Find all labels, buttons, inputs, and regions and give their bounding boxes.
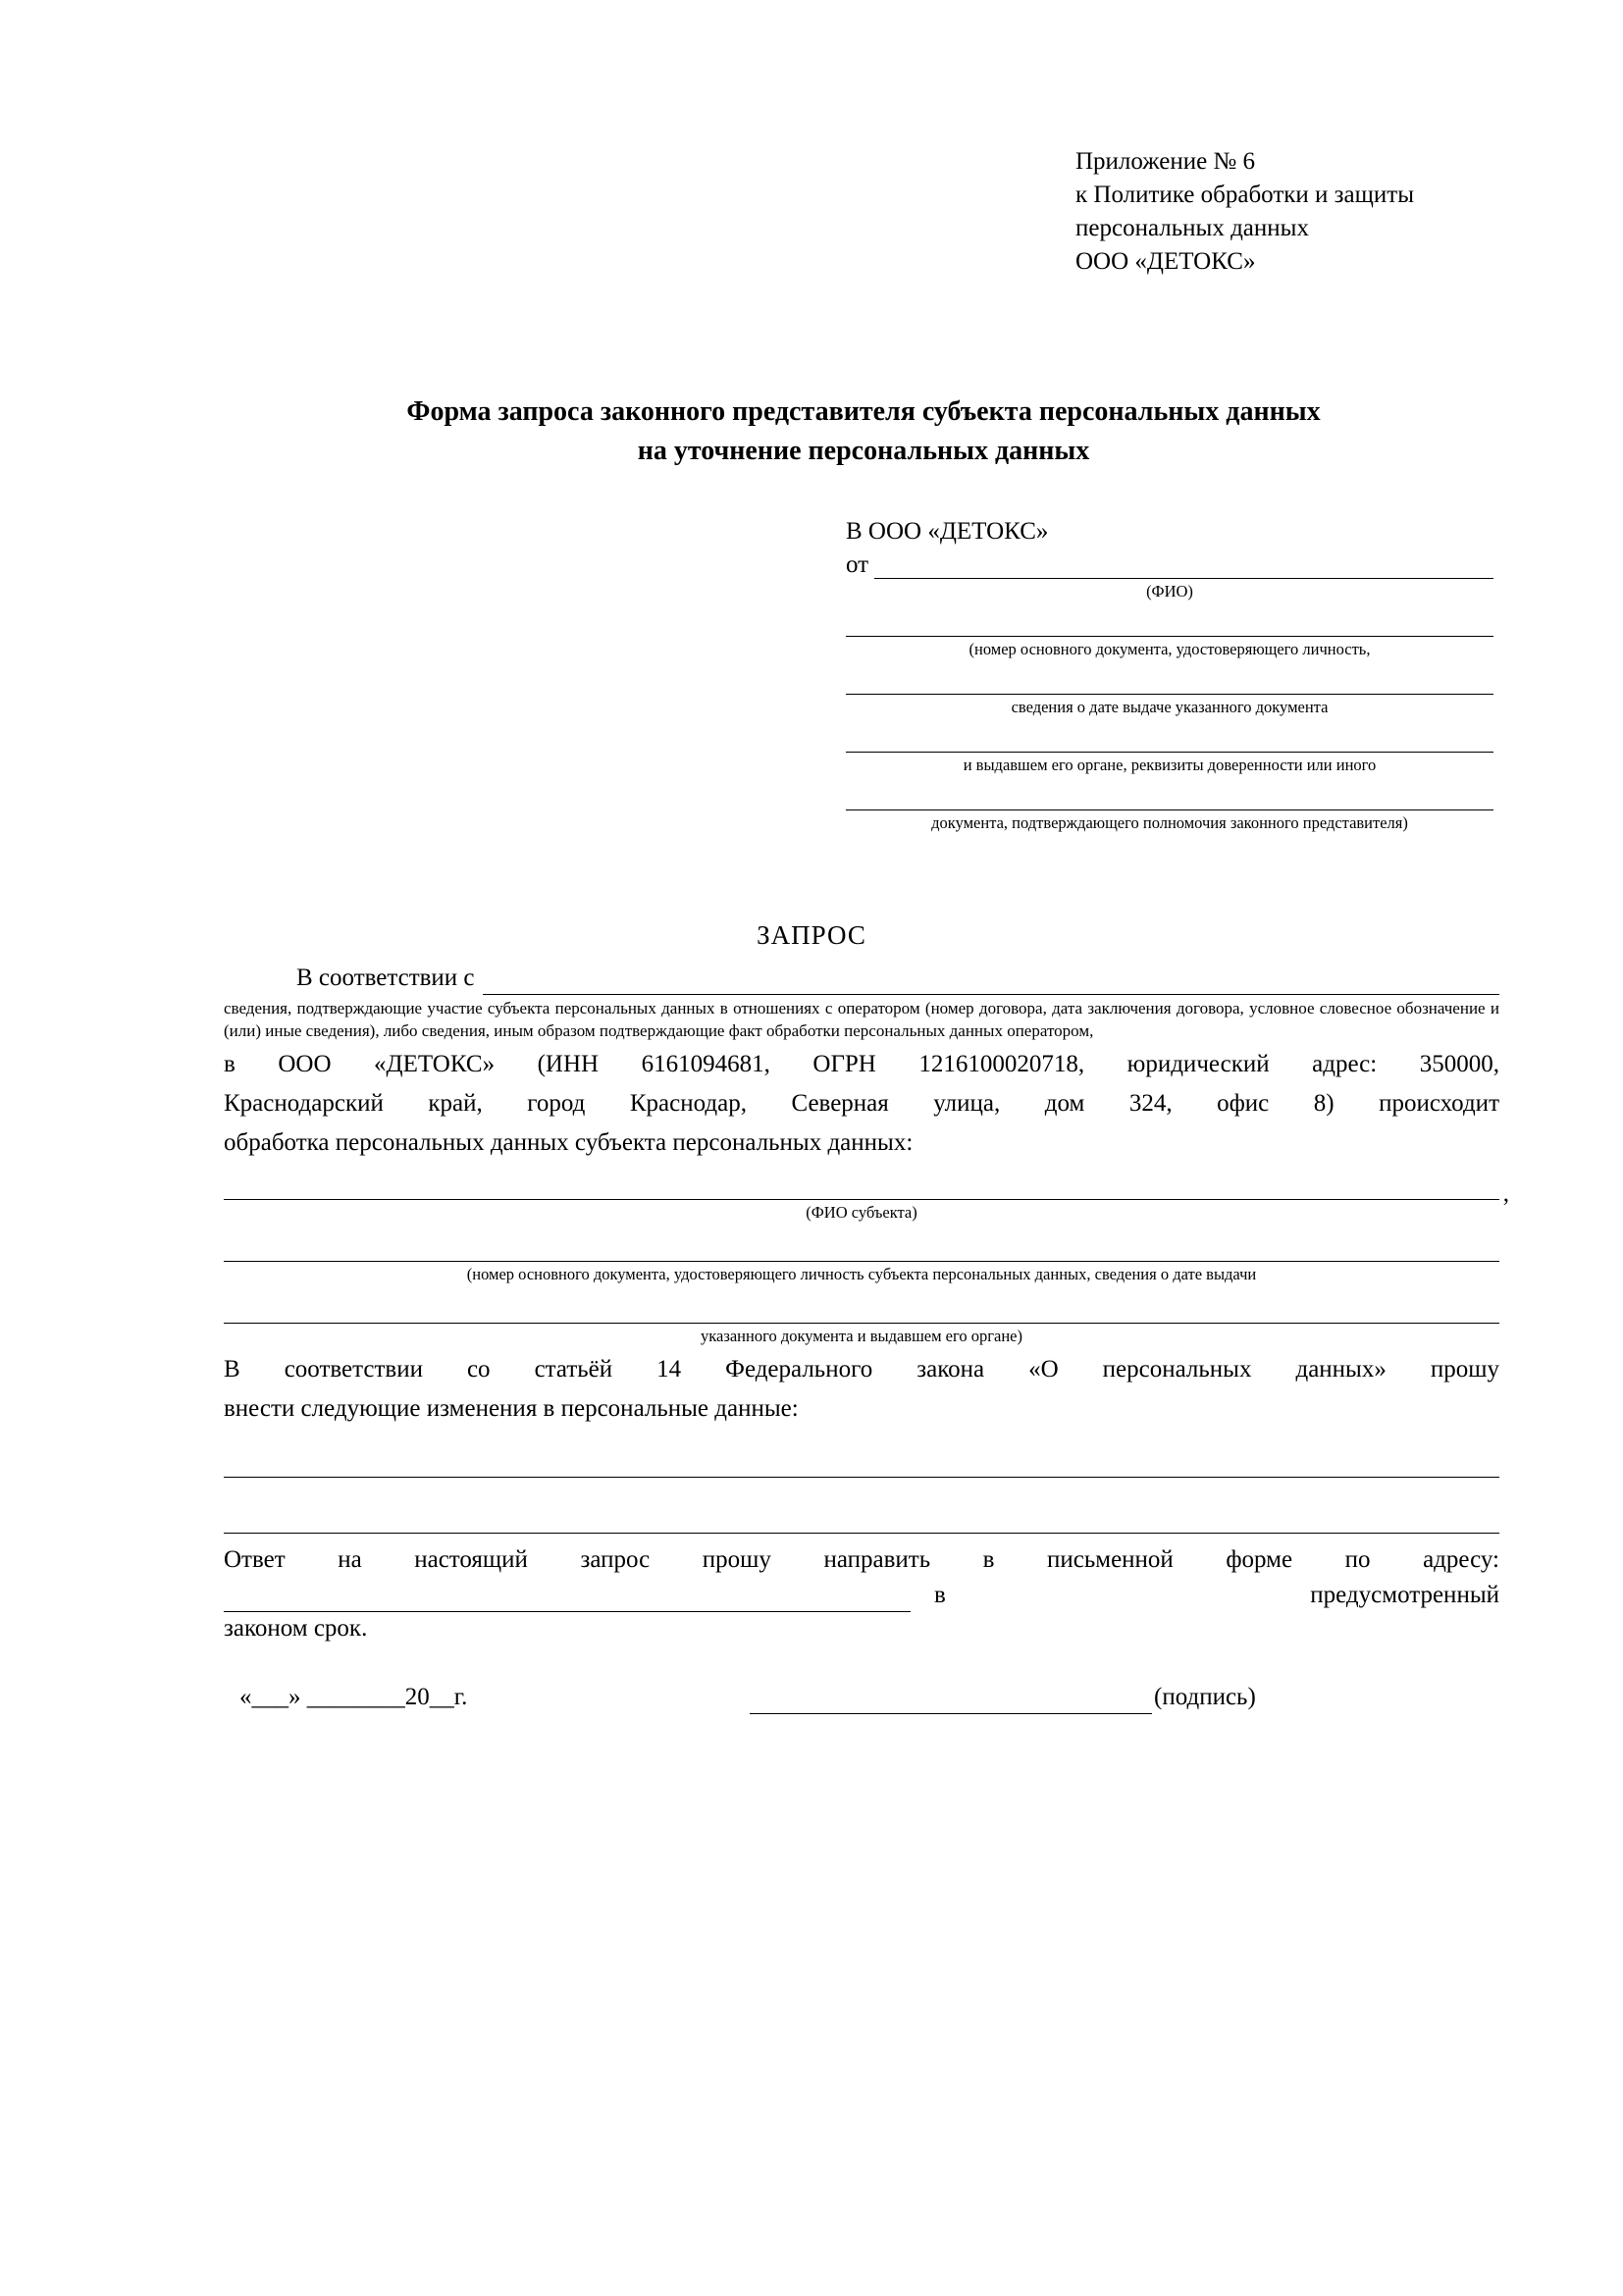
from-row — [846, 551, 1493, 579]
org-paragraph-line-1: в ООО «ДЕТОКС» (ИНН 6161094681, ОГРН 1216100020718, юридический адрес: 350000, — [224, 1051, 1499, 1077]
appendix-header — [1075, 145, 1586, 279]
appendix-number: Приложение № 6 — [1075, 148, 1256, 175]
from-doc-caption-3: и выдавшем его органе, реквизиты доверенности или иного — [963, 756, 1377, 774]
changes-input-2[interactable] — [224, 1503, 1499, 1534]
signature-row — [224, 1681, 1499, 1714]
answer-paragraph: Ответ на настоящий запрос прошу направить в письменной форме по адресу: — [224, 1546, 1499, 1573]
from-doc-input-3[interactable] — [846, 730, 1493, 753]
from-doc-caption-1: (номер основного документа, удостоверяющего личность, — [969, 640, 1371, 658]
addressee-block — [846, 518, 1493, 834]
appendix-policy-line-1: к Политике обработки и защиты — [1075, 182, 1415, 208]
accordance-note: сведения, подтверждающие участие субъекта персональных данных в отношениях с оператором (номер договора, дата заключения договора, условное словесное обозначение и (или) иные сведения), либо сведения, иным образом подтверждающие факт обработки персональных данных оператором, — [224, 999, 1499, 1040]
answer-last-line: законом срок. — [224, 1615, 368, 1642]
law-paragraph-line-2: внести следующие изменения в персональные данные: — [224, 1395, 799, 1422]
appendix-company: ООО «ДЕТОКС» — [1075, 248, 1256, 275]
answer-address-input[interactable] — [224, 1582, 911, 1612]
from-doc-caption-4: документа, подтверждающего полномочия законного представителя) — [931, 813, 1408, 832]
appendix-policy-line-2: персональных данных — [1075, 215, 1309, 241]
subject-doc-input-2[interactable] — [224, 1293, 1499, 1324]
addressee-organization: В ООО «ДЕТОКС» — [846, 518, 1049, 545]
from-doc-input-1[interactable] — [846, 614, 1493, 637]
accordance-label: В соответствии с — [296, 965, 475, 991]
answer-tail-word-2: предусмотренный — [1310, 1582, 1499, 1608]
answer-tail-word-1: в — [934, 1582, 946, 1608]
changes-input-1[interactable] — [224, 1447, 1499, 1478]
org-paragraph-line-3: обработка персональных данных субъекта персональных данных: — [224, 1129, 914, 1156]
page-title-line-1: Форма запроса законного представителя субъекта персональных данных — [406, 396, 1321, 427]
page-title — [226, 392, 1501, 471]
accordance-input[interactable] — [483, 972, 1499, 995]
subject-doc-caption-1: (номер основного документа, удостоверяющего личность субъекта персональных данных, сведения о дате выдачи — [466, 1265, 1257, 1283]
from-fio-input[interactable] — [874, 556, 1493, 579]
subject-doc-caption-2: указанного документа и выдавшем его органе) — [701, 1327, 1022, 1345]
signature-input[interactable] — [750, 1688, 1152, 1714]
subject-doc-input-1[interactable] — [224, 1231, 1499, 1262]
from-doc-input-2[interactable] — [846, 672, 1493, 695]
signature-caption: (подпись) — [1154, 1684, 1256, 1710]
from-doc-caption-2: сведения о дате выдаче указанного документа — [1011, 698, 1329, 716]
from-label: от — [846, 551, 869, 578]
law-paragraph-line-1: В соответствии со статьёй 14 Федерального закона «О персональных данных» прошу — [224, 1356, 1499, 1383]
org-paragraph-line-2: Краснодарский край, город Краснодар, Северная улица, дом 324, офис 8) происходит — [224, 1090, 1499, 1117]
subject-fio-caption: (ФИО субъекта) — [806, 1203, 917, 1222]
page-title-line-2: на уточнение персональных данных — [637, 436, 1090, 466]
from-doc-input-4[interactable] — [846, 788, 1493, 810]
subject-fio-input[interactable] — [224, 1170, 1499, 1200]
request-heading: ЗАПРОС — [757, 920, 866, 950]
answer-address-row — [224, 1579, 1499, 1612]
request-body — [224, 962, 1499, 1714]
accordance-row — [224, 962, 1499, 995]
from-fio-caption: (ФИО) — [1146, 582, 1193, 600]
date-field[interactable]: «___» ________20__г. — [239, 1684, 468, 1710]
